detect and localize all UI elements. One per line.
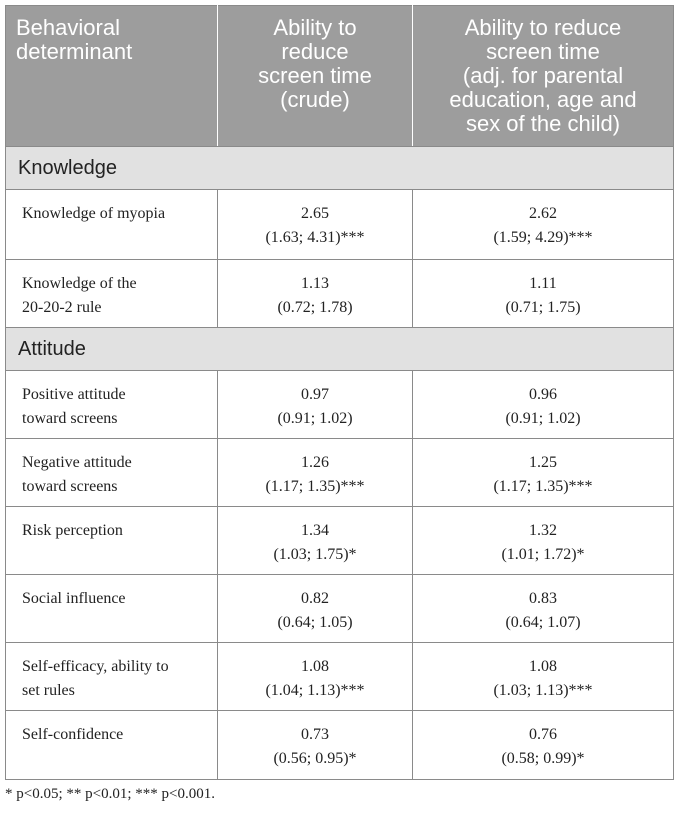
header-line: Ability to reduce: [464, 15, 622, 40]
estimate: 0.76: [529, 726, 557, 743]
header-adjusted: [413, 6, 674, 147]
table-row: [6, 507, 674, 575]
adjusted-value: [413, 439, 674, 507]
estimate: 1.11: [529, 275, 557, 292]
row-label: [6, 643, 218, 711]
confidence-interval: (0.64; 1.05): [277, 614, 353, 631]
estimate: 1.13: [301, 275, 329, 292]
confidence-interval: (0.64; 1.07): [505, 614, 581, 631]
table-row: [6, 575, 674, 643]
adjusted-value: [413, 711, 674, 780]
label-line: Knowledge of the: [22, 275, 137, 292]
header-row: [6, 6, 674, 147]
label-line: set rules: [22, 682, 75, 699]
adjusted-value: [413, 371, 674, 439]
adjusted-value: [413, 190, 674, 260]
estimate: 1.08: [301, 658, 329, 675]
estimate: 0.73: [301, 726, 329, 743]
table-row: [6, 371, 674, 439]
confidence-interval: (0.91; 1.02): [505, 410, 581, 427]
crude-value: [218, 575, 413, 643]
section-row-knowledge: [6, 147, 674, 190]
header-line: sex of the child): [465, 111, 621, 136]
row-label: [6, 507, 218, 575]
estimate: 1.25: [529, 454, 557, 471]
estimate: 1.34: [301, 522, 329, 539]
header-line: (adj. for parental: [462, 63, 624, 88]
crude-value: [218, 190, 413, 260]
confidence-interval: (1.04; 1.13)***: [265, 682, 365, 699]
label-line: toward screens: [22, 410, 118, 427]
row-label: [6, 371, 218, 439]
crude-value: [218, 439, 413, 507]
label-line: Self-confidence: [22, 726, 124, 743]
row-label: [6, 439, 218, 507]
table-row: [6, 190, 674, 260]
estimate: 2.62: [529, 205, 557, 222]
adjusted-value: [413, 260, 674, 328]
header-line: Behavioral: [16, 15, 120, 40]
adjusted-value: [413, 643, 674, 711]
confidence-interval: (1.03; 1.75)*: [273, 546, 357, 563]
estimate: 2.65: [301, 205, 329, 222]
estimate: 1.32: [529, 522, 557, 539]
estimate: 0.97: [301, 386, 329, 403]
label-line: Positive attitude: [22, 386, 126, 403]
confidence-interval: (1.01; 1.72)*: [501, 546, 585, 563]
table-row: [6, 439, 674, 507]
significance-footnote: * p<0.05; ** p<0.01; *** p<0.001.: [5, 786, 215, 802]
header-line: reduce: [281, 39, 349, 64]
header-line: (crude): [280, 87, 350, 112]
confidence-interval: (0.72; 1.78): [277, 299, 353, 316]
header-crude: [218, 6, 413, 147]
header-line: screen time: [486, 39, 600, 64]
estimate: 1.08: [529, 658, 557, 675]
header-behavioral-determinant: [6, 6, 218, 147]
label-line: Self-efficacy, ability to: [22, 658, 169, 675]
estimate: 0.82: [301, 590, 329, 607]
adjusted-value: [413, 575, 674, 643]
confidence-interval: (1.63; 4.31)***: [265, 229, 365, 246]
row-label: [6, 190, 218, 260]
label-line: Knowledge of myopia: [22, 205, 166, 222]
row-label: [6, 575, 218, 643]
confidence-interval: (1.59; 4.29)***: [493, 229, 593, 246]
confidence-interval: (0.56; 0.95)*: [273, 750, 357, 767]
header-line: determinant: [16, 39, 133, 64]
row-label: [6, 711, 218, 780]
confidence-interval: (0.58; 0.99)*: [501, 750, 585, 767]
label-line: toward screens: [22, 478, 118, 495]
confidence-interval: (1.17; 1.35)***: [493, 478, 593, 495]
crude-value: [218, 643, 413, 711]
label-line: 20-20-2 rule: [22, 299, 102, 316]
adjusted-value: [413, 507, 674, 575]
results-table: [5, 5, 674, 780]
header-line: screen time: [258, 63, 372, 88]
crude-value: [218, 260, 413, 328]
crude-value: [218, 711, 413, 780]
estimate: 1.26: [301, 454, 329, 471]
section-row-attitude: [6, 328, 674, 371]
confidence-interval: (0.91; 1.02): [277, 410, 353, 427]
header-line: Ability to: [273, 15, 357, 40]
confidence-interval: (0.71; 1.75): [505, 299, 581, 316]
header-line: education, age and: [449, 87, 637, 112]
confidence-interval: (1.03; 1.13)***: [493, 682, 593, 699]
row-label: [6, 260, 218, 328]
crude-value: [218, 507, 413, 575]
section-title: Knowledge: [6, 147, 674, 190]
label-line: Negative attitude: [22, 454, 132, 471]
section-title: Attitude: [6, 328, 674, 371]
estimate: 0.96: [529, 386, 557, 403]
table-row: [6, 711, 674, 780]
crude-value: [218, 371, 413, 439]
label-line: Social influence: [22, 590, 126, 607]
estimate: 0.83: [529, 590, 557, 607]
table-row: [6, 643, 674, 711]
label-line: Risk perception: [22, 522, 123, 539]
table-row: [6, 260, 674, 328]
confidence-interval: (1.17; 1.35)***: [265, 478, 365, 495]
